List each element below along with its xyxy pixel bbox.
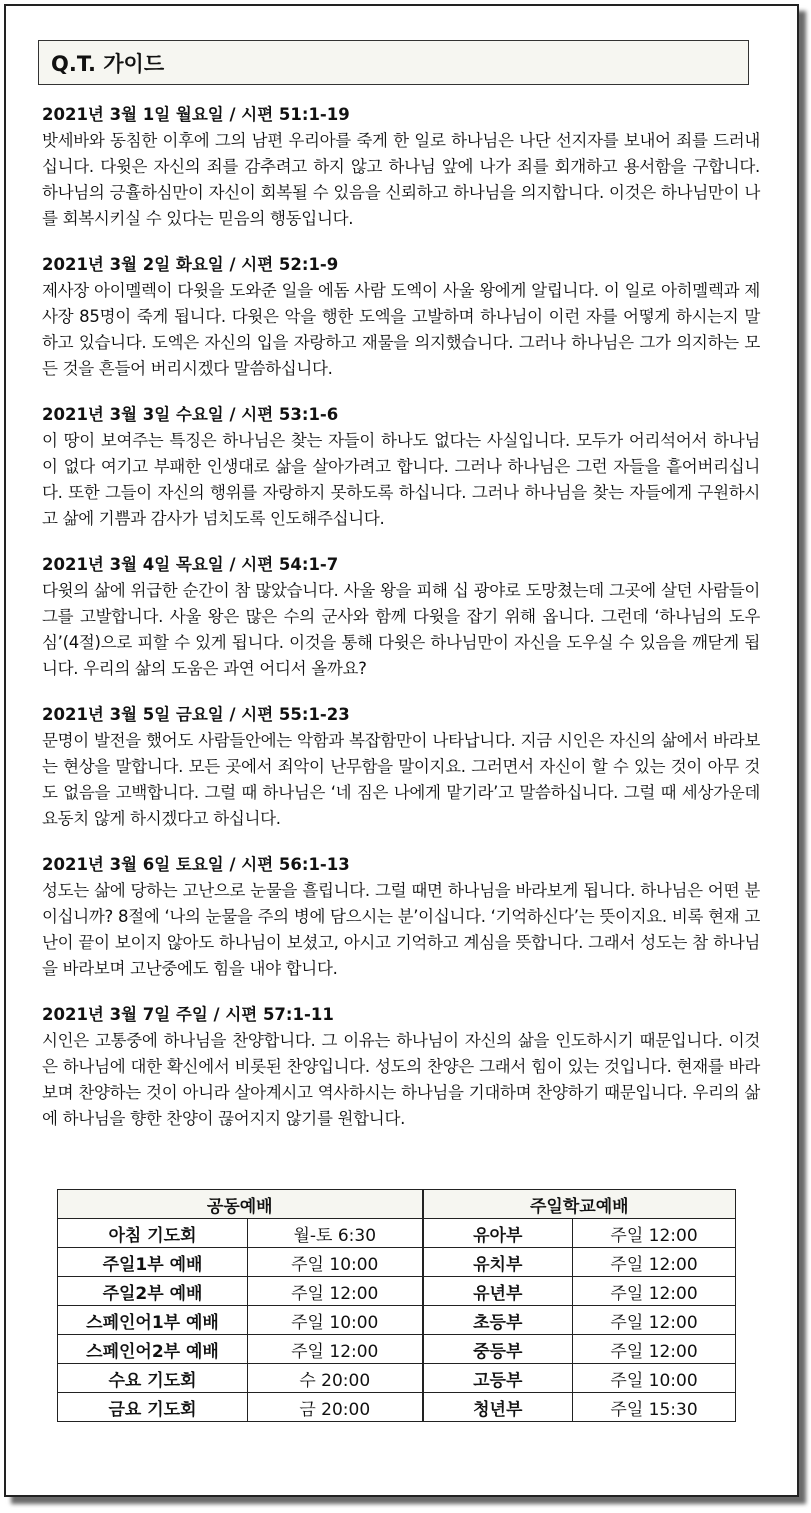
service-name-cell: 주일1부 예배 [58,1248,248,1277]
table-row [58,1364,736,1393]
qt-entry [42,1002,760,1132]
entry-body: 성도는 삶에 당하는 고난으로 눈물을 흘립니다. 그럴 때면 하나님을 바라보게 됩니다. 하나님은 어떤 분이십니까? 8절에 ‘나의 눈물을 주의 병에 담으시는 분’이십니다. ‘기억하신다’는 뜻이지요. 비록 현재 고난이 끝이 보이지 않아도 하나님이 보셨고, 아시고 기억하고 계심을 뜻합니다. 그래서 성도는 참 하나님을 바라보며 고난중에도 힘을 내야 합니다. [42,881,760,978]
department-name-cell: 유아부 [423,1219,573,1248]
service-time-cell: 금 20:00 [248,1393,423,1422]
entry-body: 밧세바와 동침한 이후에 그의 남편 우리아를 죽게 한 일로 하나님은 나단 선지자를 보내어 죄를 드러내십니다. 다윗은 자신의 죄를 감추려고 하지 않고 하나님 앞에 나가 죄를 회개하고 용서함을 구합니다. 하나님의 긍휼하심만이 자신이 회복될 수 있음을 신뢰하고 하나님을 의지합니다. 이것은 하나님만이 나를 회복시키실 수 있다는 믿음의 행동입니다. [42,131,760,228]
qt-entries [42,102,760,1152]
department-name-cell: 유치부 [423,1248,573,1277]
qt-entry [42,552,760,682]
department-time-cell: 주일 12:00 [573,1306,736,1335]
department-time-cell: 주일 10:00 [573,1364,736,1393]
entry-title: 2021년 3월 2일 화요일 / 시편 52:1-9 [42,255,339,274]
entry-title: 2021년 3월 6일 토요일 / 시편 56:1-13 [42,855,350,874]
congregation-worship-header: 공동예배 [58,1190,423,1219]
entry-body: 제사장 아이멜렉이 다윗을 도와준 일을 에돔 사람 도엑이 사울 왕에게 알립니다. 이 일로 아히멜렉과 제사장 85명이 죽게 됩니다. 다윗은 악을 행한 도엑을 고발하며 하나님이 이런 자를 어떻게 하시는지 말하고 있습니다. 도엑은 자신의 입을 자랑하고 재물을 의지했습니다. 그러나 하나님은 그가 의지하는 모든 것을 흔들어 버리시겠다 말씀하십니다. [42,281,760,378]
qt-entry [42,102,760,232]
entry-body: 문명이 발전을 했어도 사람들안에는 악함과 복잡함만이 나타납니다. 지금 시인은 자신의 삶에서 바라보는 현상을 말합니다. 모든 곳에서 죄악이 난무함을 말이지요. 그러면서 자신이 할 수 있는 것이 아무 것도 없음을 고백합니다. 그럴 때 하나님은 ‘네 짐은 나에게 맡기라’고 말씀하십니다. 그럴 때 세상가운데 요동치 않게 하시겠다고 하십니다. [42,731,760,828]
department-time-cell: 주일 15:30 [573,1393,736,1422]
table-row [58,1306,736,1335]
department-time-cell: 주일 12:00 [573,1219,736,1248]
section-header [38,40,749,85]
qt-entry [42,252,760,382]
entry-body: 다윗의 삶에 위급한 순간이 참 많았습니다. 사울 왕을 피해 십 광야로 도망쳤는데 그곳에 살던 사람들이 그를 고발합니다. 사울 왕은 많은 수의 군사와 함께 다윗을 잡기 위해 옵니다. 그런데 ‘하나님의 도우심’(4절)으로 피할 수 있게 됩니다. 이것을 통해 다윗은 하나님만이 자신을 도우실 수 있음을 깨닫게 됩니다. 우리의 삶의 도움은 과연 어디서 올까요? [42,581,760,678]
service-time-cell: 주일 12:00 [248,1335,423,1364]
section-title: Q.T. 가이드 [51,51,165,76]
service-name-cell: 금요 기도회 [58,1393,248,1422]
table-row [58,1248,736,1277]
table-row [58,1277,736,1306]
service-name-cell: 아침 기도회 [58,1219,248,1248]
table-row [58,1219,736,1248]
qt-entry [42,402,760,532]
service-name-cell: 주일2부 예배 [58,1277,248,1306]
table-header-row [58,1190,736,1219]
entry-title: 2021년 3월 4일 목요일 / 시편 54:1-7 [42,555,339,574]
entry-title: 2021년 3월 7일 주일 / 시편 57:1-11 [42,1005,334,1024]
qt-entry [42,852,760,982]
department-name-cell: 중등부 [423,1335,573,1364]
service-time-cell: 월-토 6:30 [248,1219,423,1248]
service-name-cell: 스페인어1부 예배 [58,1306,248,1335]
service-time-cell: 주일 12:00 [248,1277,423,1306]
service-time-cell: 주일 10:00 [248,1306,423,1335]
service-name-cell: 스페인어2부 예배 [58,1335,248,1364]
entry-body: 이 땅이 보여주는 특징은 하나님은 찾는 자들이 하나도 없다는 사실입니다. 모두가 어리석어서 하나님이 없다 여기고 부패한 인생대로 삶을 살아가려고 합니다. 그러나 하나님은 그런 자들을 흩어버리십니다. 또한 그들이 자신의 행위를 자랑하지 못하도록 하십니다. 그러나 하나님을 찾는 자들에게 구원하시고 삶에 기쁨과 감사가 넘치도록 인도해주십니다. [42,431,760,528]
service-time-cell: 주일 10:00 [248,1248,423,1277]
table-row [58,1335,736,1364]
schedule-body [58,1219,736,1422]
department-name-cell: 청년부 [423,1393,573,1422]
department-time-cell: 주일 12:00 [573,1277,736,1306]
service-name-cell: 수요 기도회 [58,1364,248,1393]
worship-schedule-table [57,1189,736,1422]
entry-body: 시인은 고통중에 하나님을 찬양합니다. 그 이유는 하나님이 자신의 삶을 인도하시기 때문입니다. 이것은 하나님에 대한 확신에서 비롯된 찬양입니다. 성도의 찬양은 그래서 힘이 있는 것입니다. 현재를 바라보며 찬양하는 것이 아니라 살아계시고 역사하시는 하나님을 기대하며 찬양하기 때문입니다. 우리의 삶에 하나님을 향한 찬양이 끊어지지 않기를 원합니다. [42,1031,760,1128]
qt-entry [42,702,760,832]
entry-title: 2021년 3월 5일 금요일 / 시편 55:1-23 [42,705,350,724]
entry-title: 2021년 3월 3일 수요일 / 시편 53:1-6 [42,405,339,424]
department-time-cell: 주일 12:00 [573,1248,736,1277]
entry-title: 2021년 3월 1일 월요일 / 시편 51:1-19 [42,105,350,124]
service-time-cell: 수 20:00 [248,1364,423,1393]
department-name-cell: 초등부 [423,1306,573,1335]
table-row [58,1393,736,1422]
department-name-cell: 유년부 [423,1277,573,1306]
department-time-cell: 주일 12:00 [573,1335,736,1364]
sunday-school-header: 주일학교예배 [423,1190,736,1219]
department-name-cell: 고등부 [423,1364,573,1393]
